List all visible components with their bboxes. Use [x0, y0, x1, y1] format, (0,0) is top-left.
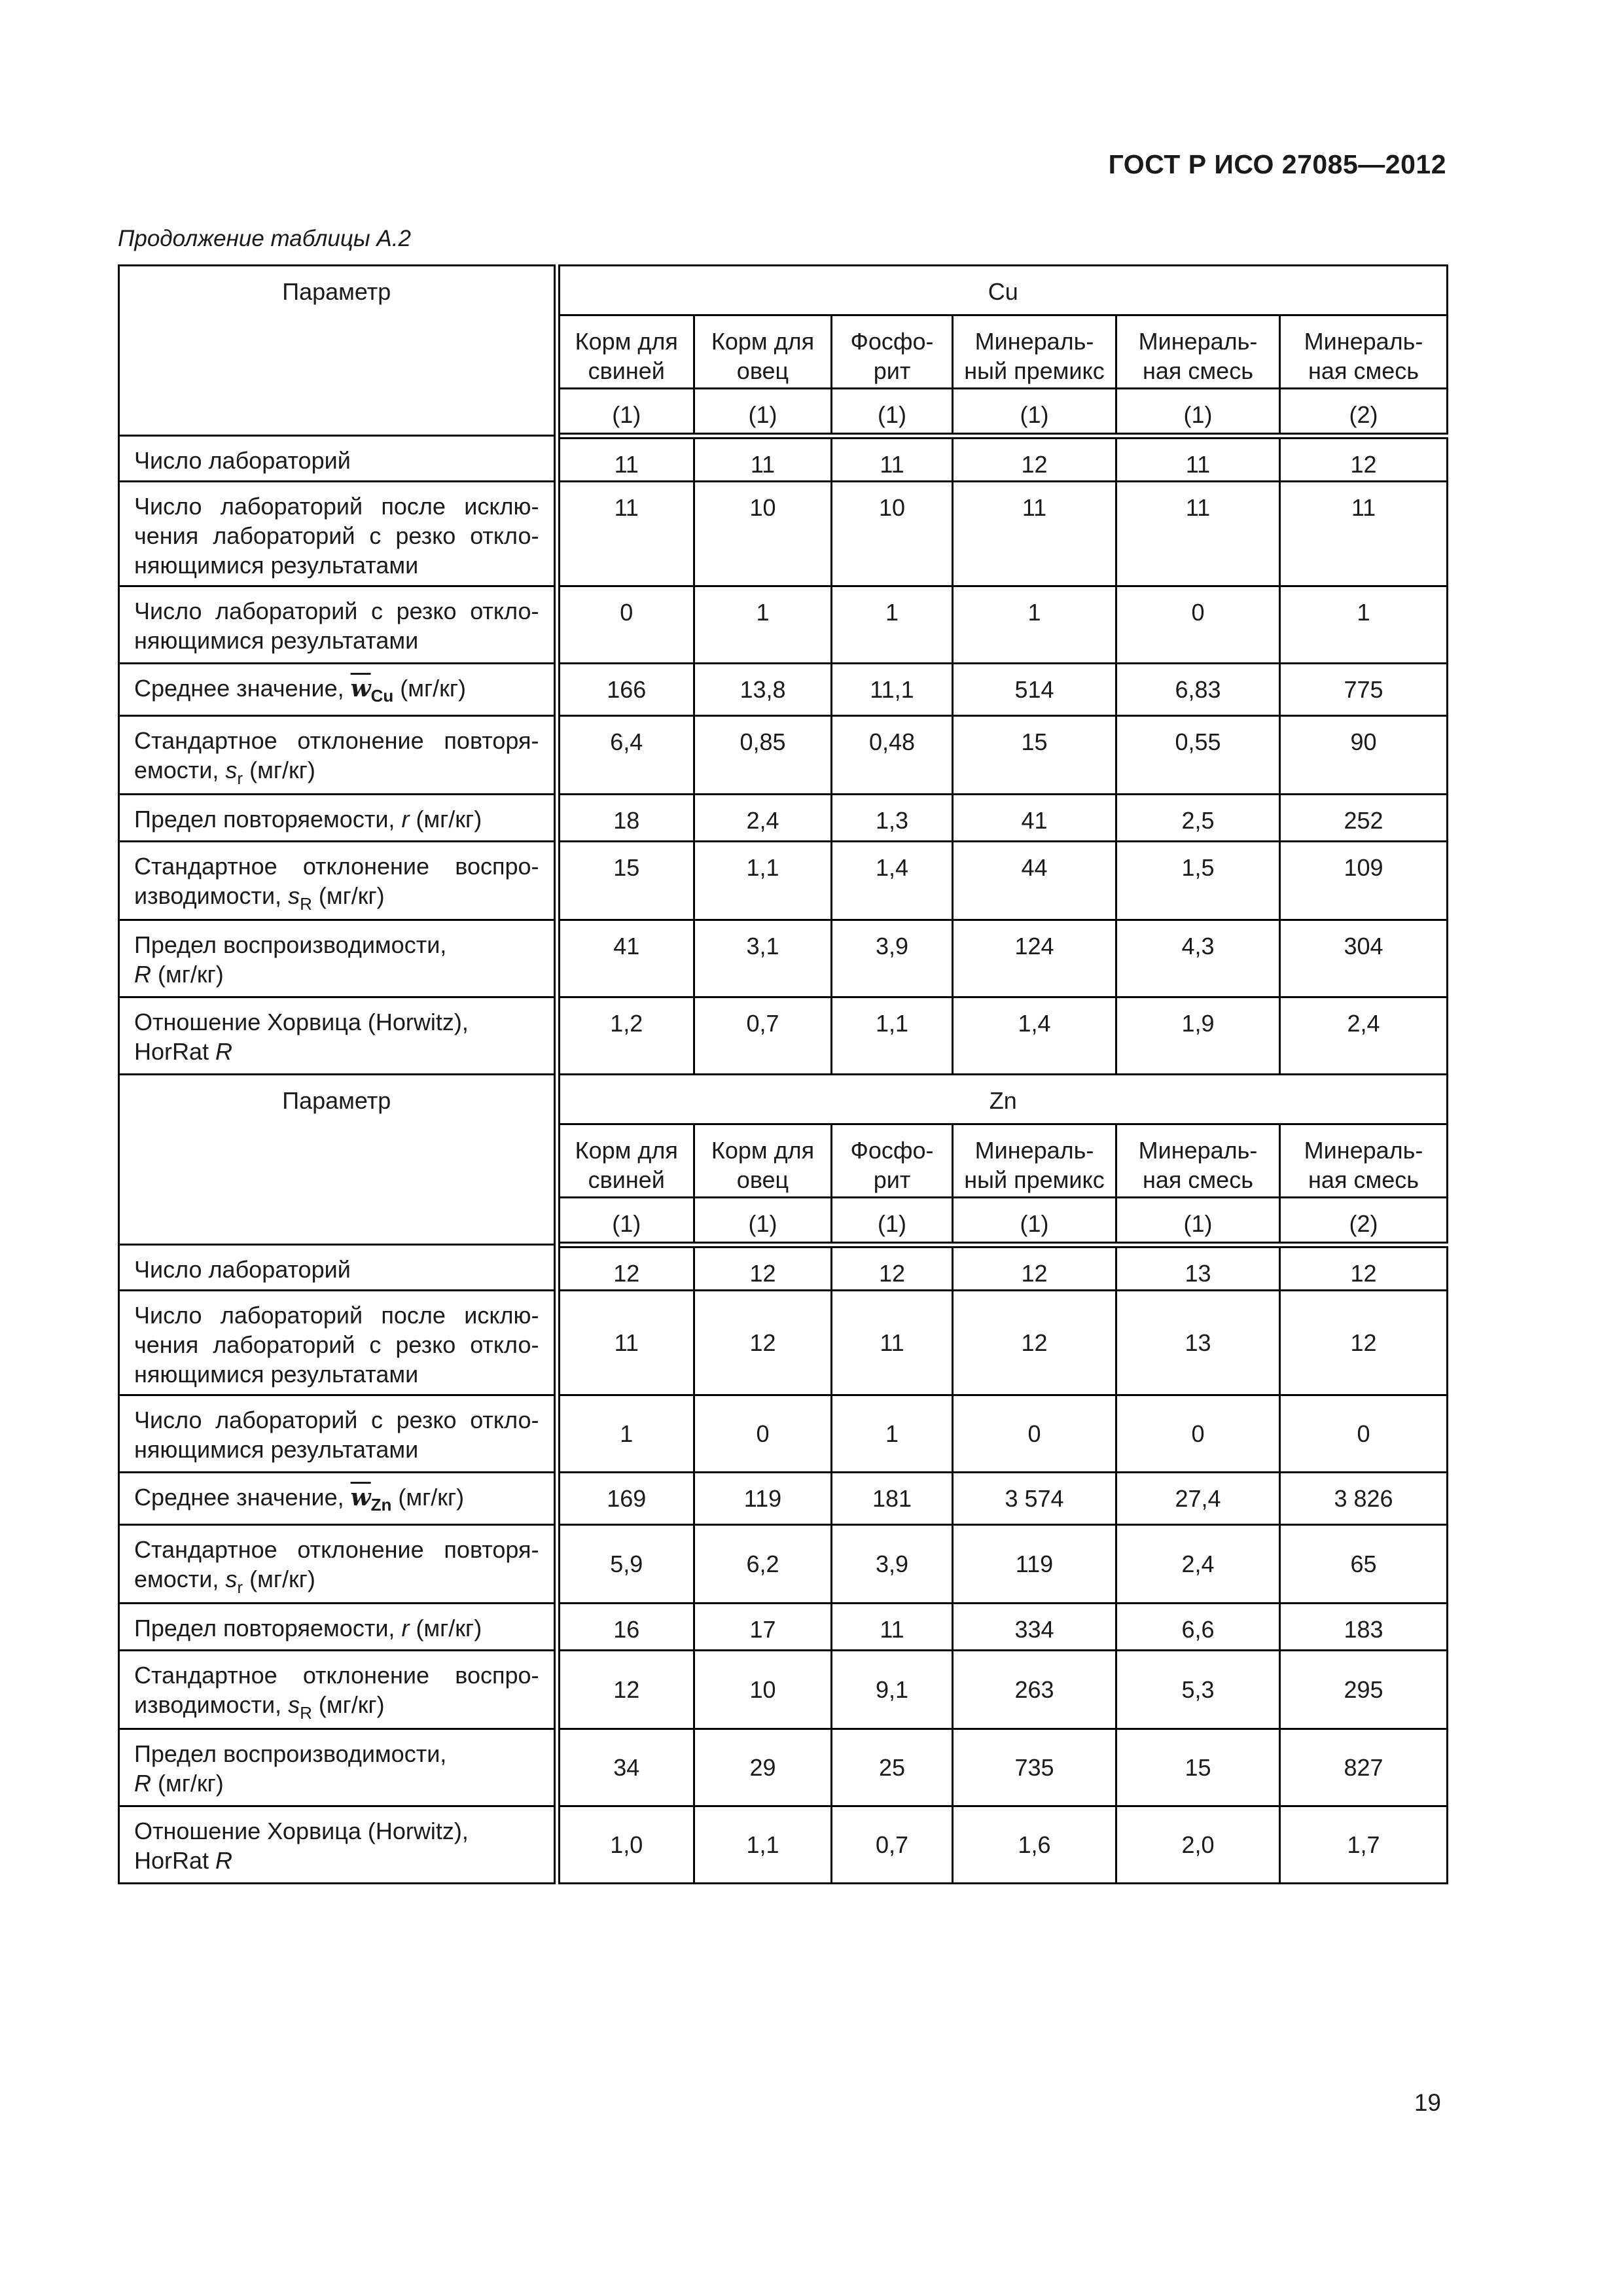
R-symbol: R [134, 961, 151, 988]
value-cell: 3,9 [832, 1525, 953, 1604]
value-cell: 3 574 [953, 1473, 1116, 1525]
row-label-cell [119, 842, 557, 920]
value-cell: 1 [1280, 586, 1448, 664]
value-cell: 1,1 [694, 1806, 832, 1884]
param-header: Параметр [119, 266, 557, 436]
value-cell: 0,55 [1116, 716, 1280, 795]
row-label: Предел воспроизводимости, [134, 1740, 447, 1767]
value-cell: 11 [557, 436, 694, 482]
value-cell: 3,9 [832, 920, 953, 997]
row-label-cell [119, 795, 557, 842]
value-cell: 183 [1280, 1604, 1448, 1651]
note-cell: (1) [557, 389, 694, 436]
value-cell: 0,7 [832, 1806, 953, 1884]
note-cell: (1) [694, 389, 832, 436]
element-subscript: Cu [370, 686, 394, 706]
row-label-cell [119, 664, 557, 716]
material-line: ная смесь [1143, 1166, 1253, 1193]
note-cell: (1) [832, 1198, 953, 1245]
value-cell: 12 [953, 436, 1116, 482]
value-cell: 6,4 [557, 716, 694, 795]
value-cell: 334 [953, 1604, 1116, 1651]
material-line: ная смесь [1143, 357, 1253, 384]
value-cell: 11,1 [832, 664, 953, 716]
row-label: Число лабораторий [134, 1256, 351, 1283]
value-cell: 1 [557, 1395, 694, 1473]
row-label-cell [119, 1651, 557, 1729]
value-cell: 11 [1116, 436, 1280, 482]
value-cell: 15 [953, 716, 1116, 795]
value-cell: 0,85 [694, 716, 832, 795]
header-row-element [119, 266, 1448, 315]
value-cell: 12 [694, 1291, 832, 1395]
material-header [694, 1124, 832, 1198]
material-line: овец [736, 357, 789, 384]
data-row-outliers [119, 1395, 1448, 1473]
value-cell: 3 826 [1280, 1473, 1448, 1525]
value-cell: 44 [953, 842, 1116, 920]
value-cell: 12 [953, 1291, 1116, 1395]
value-cell: 15 [557, 842, 694, 920]
value-cell: 13,8 [694, 664, 832, 716]
row-label: Предел воспроизводимости, [134, 931, 447, 958]
value-cell: 12 [1280, 1245, 1448, 1291]
value-cell: 109 [1280, 842, 1448, 920]
value-cell: 304 [1280, 920, 1448, 997]
value-cell: 12 [953, 1245, 1116, 1291]
note-cell: (2) [1280, 389, 1448, 436]
sR-subscript: R [300, 1703, 312, 1723]
material-header [557, 315, 694, 389]
value-cell: 5,3 [1116, 1651, 1280, 1729]
row-label: Отношение Хорвица (Horwitz), [134, 1818, 469, 1844]
material-header [1280, 1124, 1448, 1198]
value-cell: 1 [694, 586, 832, 664]
data-row-mean [119, 1473, 1448, 1525]
row-label: Среднее значение, [134, 675, 351, 702]
horrat-symbol: R [215, 1847, 233, 1874]
row-label: Число лабораторий после исключения лабораторий с резко отклоняющимися результатами [134, 1302, 539, 1388]
element-subscript: Zn [370, 1495, 392, 1515]
value-cell: 1 [953, 586, 1116, 664]
sr-subscript: r [237, 768, 243, 788]
R-symbol: R [134, 1770, 151, 1797]
element-header: Cu [557, 266, 1448, 315]
value-cell: 0 [953, 1395, 1116, 1473]
unit-label: (мг/кг) [391, 1484, 465, 1511]
row-label: Отношение Хорвица (Horwitz), [134, 1009, 469, 1035]
material-line: свиней [588, 1166, 665, 1193]
element-header: Zn [557, 1075, 1448, 1124]
row-label-cell [119, 436, 557, 482]
data-row-mean [119, 664, 1448, 716]
value-cell: 6,83 [1116, 664, 1280, 716]
row-label: Стандартное отклонение повторяемости, [134, 727, 539, 783]
value-cell: 2,0 [1116, 1806, 1280, 1884]
unit-label: (мг/кг) [312, 882, 385, 909]
material-line: Фосфо- [850, 328, 934, 355]
horrat-symbol: R [215, 1038, 233, 1065]
unit-label: (мг/кг) [151, 1770, 224, 1797]
value-cell: 2,5 [1116, 795, 1280, 842]
material-line: Минераль- [974, 328, 1094, 355]
value-cell: 10 [694, 482, 832, 586]
material-header [694, 315, 832, 389]
unit-label: (мг/кг) [312, 1691, 385, 1718]
r-symbol: r [401, 806, 410, 833]
value-cell: 514 [953, 664, 1116, 716]
value-cell: 41 [557, 920, 694, 997]
value-cell: 12 [557, 1651, 694, 1729]
data-row-labs [119, 1245, 1448, 1291]
data-row-R [119, 920, 1448, 997]
value-cell: 34 [557, 1729, 694, 1806]
param-header: Параметр [119, 1075, 557, 1245]
value-cell: 5,9 [557, 1525, 694, 1604]
unit-label: (мг/кг) [243, 1566, 315, 1592]
value-cell: 12 [557, 1245, 694, 1291]
material-header [557, 1124, 694, 1198]
value-cell: 11 [832, 1291, 953, 1395]
value-cell: 1,5 [1116, 842, 1280, 920]
material-line: рит [873, 1166, 911, 1193]
value-cell: 12 [694, 1245, 832, 1291]
value-cell: 1,4 [832, 842, 953, 920]
note-cell: (1) [1116, 389, 1280, 436]
row-label-cell [119, 716, 557, 795]
value-cell: 1 [832, 1395, 953, 1473]
material-line: Минераль- [1304, 1137, 1423, 1164]
material-line: ный премикс [964, 357, 1105, 384]
value-cell: 12 [1280, 1291, 1448, 1395]
row-label-cell [119, 1473, 557, 1525]
material-header [1116, 1124, 1280, 1198]
value-cell: 25 [832, 1729, 953, 1806]
value-cell: 1,1 [832, 997, 953, 1075]
material-header [953, 1124, 1116, 1198]
value-cell: 2,4 [1116, 1525, 1280, 1604]
document-code: ГОСТ Р ИСО 27085—2012 [1108, 149, 1446, 179]
material-line: Минераль- [974, 1137, 1094, 1164]
row-label: Число лабораторий с резко отклоняющимися результатами [134, 598, 539, 654]
value-cell: 11 [1116, 482, 1280, 586]
value-cell: 1 [832, 586, 953, 664]
value-cell: 13 [1116, 1291, 1280, 1395]
value-cell: 2,4 [1280, 997, 1448, 1075]
mean-symbol: $\overline{w}$ [350, 675, 371, 702]
header-row-element [119, 1075, 1448, 1124]
data-row-horrat [119, 1806, 1448, 1884]
material-line: ная смесь [1308, 1166, 1419, 1193]
data-row-r [119, 795, 1448, 842]
value-cell: 166 [557, 664, 694, 716]
value-cell: 27,4 [1116, 1473, 1280, 1525]
value-cell: 827 [1280, 1729, 1448, 1806]
sr-subscript: r [237, 1577, 243, 1597]
page-number: 19 [1414, 2089, 1441, 2116]
value-cell: 0 [694, 1395, 832, 1473]
row-label-cell [119, 1806, 557, 1884]
unit-label: (мг/кг) [243, 757, 315, 783]
value-cell: 169 [557, 1473, 694, 1525]
value-cell: 17 [694, 1604, 832, 1651]
note-cell: (1) [694, 1198, 832, 1245]
value-cell: 0 [1280, 1395, 1448, 1473]
data-table [118, 264, 1448, 1884]
material-line: Минераль- [1138, 1137, 1258, 1164]
data-row-labs_after [119, 1291, 1448, 1395]
material-line: Корм для [711, 328, 815, 355]
material-line: овец [736, 1166, 789, 1193]
row-label-cell [119, 1245, 557, 1291]
row-label: Число лабораторий с резко отклоняющимися результатами [134, 1407, 539, 1463]
value-cell: 1,0 [557, 1806, 694, 1884]
note-cell: (1) [953, 1198, 1116, 1245]
value-cell: 119 [953, 1525, 1116, 1604]
data-row-sr [119, 716, 1448, 795]
material-line: Корм для [575, 328, 678, 355]
value-cell: 1,6 [953, 1806, 1116, 1884]
value-cell: 12 [832, 1245, 953, 1291]
value-cell: 16 [557, 1604, 694, 1651]
value-cell: 10 [832, 482, 953, 586]
value-cell: 65 [1280, 1525, 1448, 1604]
row-label: HorRat [134, 1038, 216, 1065]
value-cell: 0,48 [832, 716, 953, 795]
unit-label: (мг/кг) [393, 675, 467, 702]
row-label-cell [119, 1604, 557, 1651]
value-cell: 1,9 [1116, 997, 1280, 1075]
value-cell: 90 [1280, 716, 1448, 795]
material-line: Фосфо- [850, 1137, 934, 1164]
value-cell: 6,2 [694, 1525, 832, 1604]
row-label: Среднее значение, [134, 1484, 351, 1511]
row-label-cell [119, 586, 557, 664]
value-cell: 11 [832, 1604, 953, 1651]
value-cell: 11 [557, 1291, 694, 1395]
data-row-sr [119, 1525, 1448, 1604]
value-cell: 124 [953, 920, 1116, 997]
material-header [1280, 315, 1448, 389]
value-cell: 10 [694, 1651, 832, 1729]
material-line: Корм для [711, 1137, 815, 1164]
sR-subscript: R [300, 894, 312, 914]
value-cell: 15 [1116, 1729, 1280, 1806]
row-label: Число лабораторий [134, 447, 351, 474]
value-cell: 775 [1280, 664, 1448, 716]
value-cell: 181 [832, 1473, 953, 1525]
material-line: Минераль- [1304, 328, 1423, 355]
data-row-outliers [119, 586, 1448, 664]
material-line: Минераль- [1138, 328, 1258, 355]
data-row-R [119, 1729, 1448, 1806]
value-cell: 18 [557, 795, 694, 842]
value-cell: 263 [953, 1651, 1116, 1729]
mean-symbol: $\overline{w}$ [350, 1484, 371, 1511]
row-label-cell [119, 997, 557, 1075]
unit-label: (мг/кг) [151, 961, 224, 988]
row-label: Предел повторяемости, [134, 1615, 402, 1641]
sr-symbol: s [225, 757, 238, 783]
row-label-cell [119, 1395, 557, 1473]
row-label: HorRat [134, 1847, 216, 1874]
material-header [1116, 315, 1280, 389]
value-cell: 11 [832, 436, 953, 482]
sR-symbol: s [288, 882, 300, 909]
value-cell: 0,7 [694, 997, 832, 1075]
value-cell: 2,4 [694, 795, 832, 842]
value-cell: 6,6 [1116, 1604, 1280, 1651]
data-row-r [119, 1604, 1448, 1651]
row-label-cell [119, 1525, 557, 1604]
row-label: Стандартное отклонение воспроизводимости, [134, 1662, 539, 1718]
value-cell: 1,3 [832, 795, 953, 842]
material-line: ная смесь [1308, 357, 1419, 384]
row-label-cell [119, 482, 557, 586]
data-row-labs_after [119, 482, 1448, 586]
value-cell: 0 [1116, 1395, 1280, 1473]
value-cell: 11 [1280, 482, 1448, 586]
value-cell: 735 [953, 1729, 1116, 1806]
material-line: ный премикс [964, 1166, 1105, 1193]
row-label: Число лабораторий после исключения лабораторий с резко отклоняющимися результатами [134, 493, 539, 579]
data-row-sR [119, 1651, 1448, 1729]
note-cell: (1) [557, 1198, 694, 1245]
data-row-horrat [119, 997, 1448, 1075]
value-cell: 41 [953, 795, 1116, 842]
row-label-cell [119, 1291, 557, 1395]
note-cell: (1) [1116, 1198, 1280, 1245]
unit-label: (мг/кг) [409, 1615, 482, 1641]
material-line: свиней [588, 357, 665, 384]
value-cell: 12 [1280, 436, 1448, 482]
value-cell: 9,1 [832, 1651, 953, 1729]
row-label-cell [119, 1729, 557, 1806]
value-cell: 119 [694, 1473, 832, 1525]
note-cell: (1) [832, 389, 953, 436]
r-symbol: r [401, 1615, 410, 1641]
row-label: Предел повторяемости, [134, 806, 402, 833]
material-header [953, 315, 1116, 389]
value-cell: 11 [557, 482, 694, 586]
value-cell: 1,2 [557, 997, 694, 1075]
value-cell: 4,3 [1116, 920, 1280, 997]
data-row-sR [119, 842, 1448, 920]
note-cell: (1) [953, 389, 1116, 436]
material-line: рит [873, 357, 911, 384]
value-cell: 29 [694, 1729, 832, 1806]
value-cell: 1,4 [953, 997, 1116, 1075]
value-cell: 1,7 [1280, 1806, 1448, 1884]
note-cell: (2) [1280, 1198, 1448, 1245]
row-label: Стандартное отклонение воспроизводимости, [134, 853, 539, 909]
value-cell: 295 [1280, 1651, 1448, 1729]
sr-symbol: s [225, 1566, 238, 1592]
value-cell: 3,1 [694, 920, 832, 997]
value-cell: 11 [694, 436, 832, 482]
table-caption: Продолжение таблицы А.2 [118, 226, 411, 251]
value-cell: 252 [1280, 795, 1448, 842]
material-header [832, 1124, 953, 1198]
row-label: Стандартное отклонение повторяемости, [134, 1536, 539, 1592]
value-cell: 0 [1116, 586, 1280, 664]
value-cell: 11 [953, 482, 1116, 586]
value-cell: 0 [557, 586, 694, 664]
material-header [832, 315, 953, 389]
unit-label: (мг/кг) [409, 806, 482, 833]
value-cell: 13 [1116, 1245, 1280, 1291]
row-label-cell [119, 920, 557, 997]
sR-symbol: s [288, 1691, 300, 1718]
material-line: Корм для [575, 1137, 678, 1164]
data-row-labs [119, 436, 1448, 482]
value-cell: 1,1 [694, 842, 832, 920]
